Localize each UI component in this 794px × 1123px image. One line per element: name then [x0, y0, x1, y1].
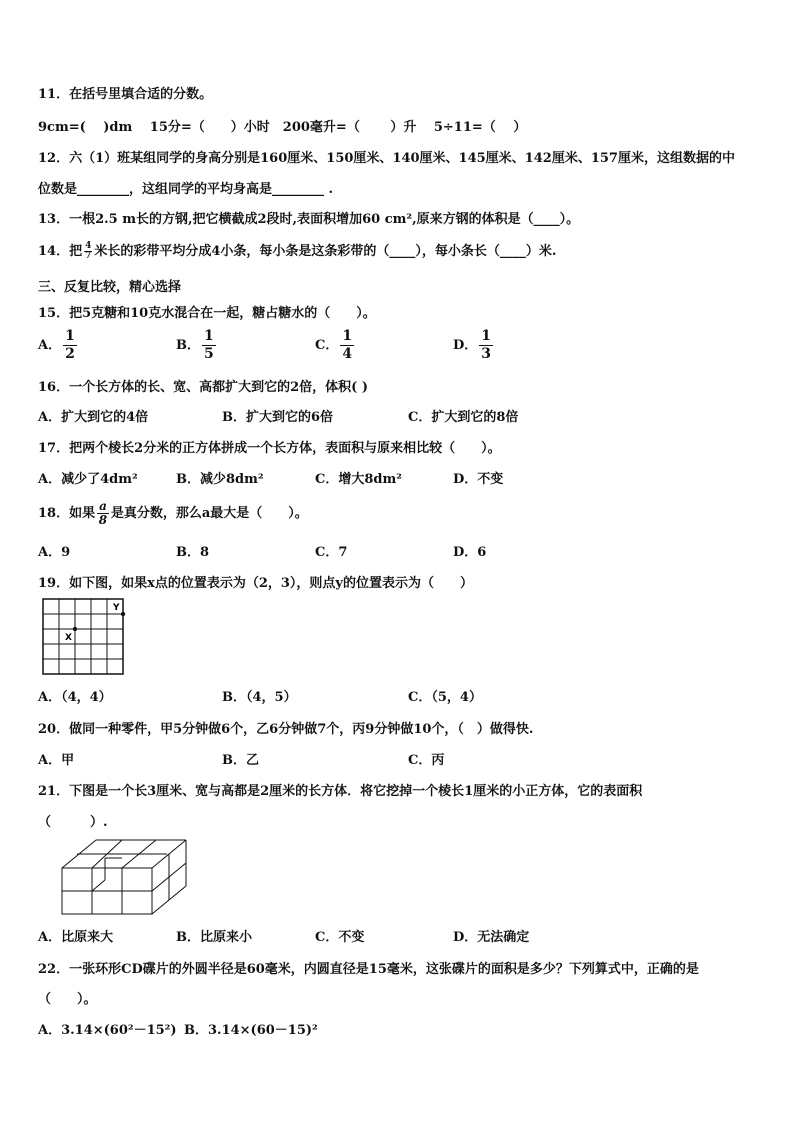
label-x: X: [65, 633, 72, 643]
q16-option-a: A．扩大到它的4倍: [38, 410, 149, 425]
q16-option-c: C．扩大到它的8倍: [408, 410, 519, 425]
q19-stem: 19．如下图，如果x点的位置表示为（2，3），则点y的位置表示为（ ）: [38, 576, 473, 591]
q17-option-d: D．不变: [453, 472, 504, 487]
q15-stem: 15．把5克糖和10克水混合在一起，糖占糖水的（ ）。: [38, 306, 376, 321]
q14-denominator: 7: [85, 251, 92, 261]
q21-option-b: B．比原来小: [176, 930, 252, 945]
point-y: [121, 612, 125, 616]
q12-line1: 12．六（1）班某组同学的身高分别是160厘米、150厘米、140厘米、145厘米、142厘米、157厘米，这组数据的中: [38, 151, 735, 166]
q14-numerator: 4: [85, 241, 92, 251]
q18-option-a: A．9: [38, 545, 71, 560]
q22-option-b: B．3.14×(60－15)²: [184, 1023, 318, 1038]
q19-option-a: A．（4，4）: [38, 690, 112, 705]
q18-pre: 18．如果: [38, 506, 96, 521]
q13-stem: 13．一根2.5 m长的方钢,把它横截成2段时,表面积增加60 cm²,原来方钢的体积是（____）。: [38, 212, 580, 227]
q18-option-c: C．7: [315, 545, 348, 560]
section-heading: 三、反复比较，精心选择: [38, 280, 182, 295]
q21-cuboid-figure: [60, 838, 190, 918]
q18-denominator: 8: [98, 513, 108, 527]
q22-line1: 22．一张环形CD碟片的外圆半径是60毫米，内圆直径是15毫米，这张碟片的面积是多少？下列算式中，正确的是: [38, 962, 699, 977]
q14-pre: 14．把: [38, 244, 83, 259]
q15-option-a: A． $\frac{1}{2}$: [38, 328, 75, 362]
q14-fraction: [84, 242, 92, 261]
q16-stem: 16．一个长方体的长、宽、高都扩大到它的2倍，体积( ): [38, 380, 368, 395]
q17-stem: 17．把两个棱长2分米的正方体拼成一个长方体，表面积与原来相比较（ ）。: [38, 441, 501, 456]
q21-line2: （ ）.: [38, 815, 108, 830]
q15-option-d: D． $\frac{1}{3}$: [453, 328, 492, 362]
q21-line1: 21．下图是一个长3厘米、宽与高都是2厘米的长方体．将它挖掉一个棱长1厘米的小正方体，它的表面积: [38, 784, 643, 799]
q18-option-b: B．8: [176, 545, 210, 560]
point-x: [73, 627, 77, 631]
q18-stem: [38, 500, 308, 527]
q20-option-b: B．乙: [222, 753, 259, 768]
q21-option-a: A．比原来大: [38, 930, 114, 945]
q17-option-c: C．增大8dm²: [315, 472, 402, 487]
q16-option-b: B．扩大到它的6倍: [222, 410, 334, 425]
q18-post: 是真分数，那么a最大是（ ）。: [110, 506, 308, 521]
q18-fraction: [97, 500, 109, 527]
q20-stem: 20．做同一种零件，甲5分钟做6个，乙6分钟做7个，丙9分钟做10个，（ ）做得快.: [38, 722, 534, 737]
q18-numerator: a: [99, 499, 107, 513]
q11-stem: 11．在括号里填合适的分数。: [38, 87, 213, 102]
q14-post: 米长的彩带平均分成4小条，每小条是这条彩带的（____），每小条长（____）米.: [94, 244, 557, 259]
q22-option-a: A．3.14×(60²－15²): [38, 1023, 177, 1038]
q12-line2: 位数是________，这组同学的平均身高是________ .: [38, 182, 334, 197]
q21-option-c: C．不变: [315, 930, 365, 945]
q18-option-d: D．6: [453, 545, 487, 560]
q22-line2: （ ）。: [38, 992, 97, 1007]
q19-option-b: B．（4，5）: [222, 690, 297, 705]
q17-option-a: A．减少了4dm²: [38, 472, 138, 487]
q17-option-b: B．减少8dm²: [176, 472, 264, 487]
q20-option-a: A．甲: [38, 753, 75, 768]
q21-option-d: D．无法确定: [453, 930, 530, 945]
q14-stem: [38, 240, 556, 261]
q11-blanks: 9cm=( )dm 15分=（ ）小时 200毫升=（ ）升 5÷11=（ ）: [38, 120, 527, 135]
q15-option-c: C． $\frac{1}{4}$: [315, 328, 353, 362]
label-y: Y: [113, 603, 120, 613]
q15-option-b: B． $\frac{1}{5}$: [176, 328, 214, 362]
q19-option-c: C．（5，4）: [408, 690, 482, 705]
q19-grid-figure: [42, 598, 130, 676]
q20-option-c: C．丙: [408, 753, 445, 768]
